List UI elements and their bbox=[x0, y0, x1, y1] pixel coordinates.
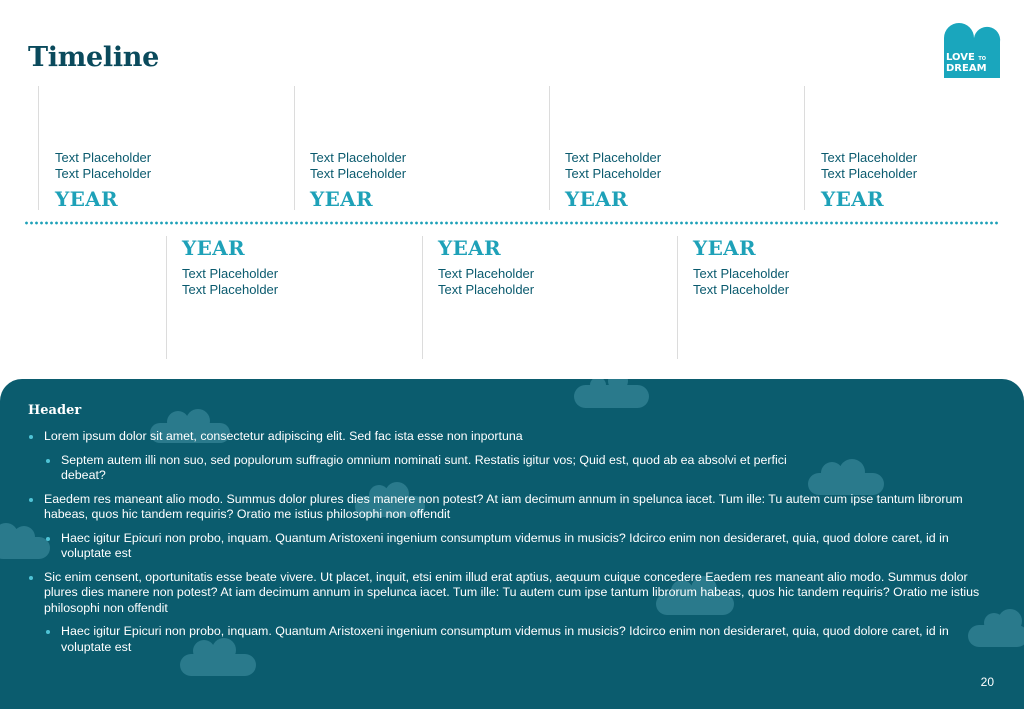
page-title: Timeline bbox=[28, 42, 160, 73]
item-text: Text Placeholder bbox=[55, 165, 152, 181]
item-text: Text Placeholder bbox=[565, 150, 662, 165]
timeline-dotted-line bbox=[24, 221, 1000, 225]
logo-love: LOVE bbox=[946, 52, 975, 63]
item-text: Text Placeholder bbox=[693, 266, 790, 281]
timeline-item-top-2 bbox=[310, 150, 510, 211]
sub-bullet-item: Haec igitur Epicuri non probo, inquam. Quantum Aristoxeni ingenium consumptum videmus in musicis? Idcirco enim non desideraret, quia, quod dolore caret, id in voluptate est bbox=[28, 531, 988, 562]
logo-wordmark bbox=[946, 53, 996, 74]
timeline-item-top-4 bbox=[821, 150, 1021, 211]
timeline-item-top-1 bbox=[55, 150, 255, 211]
item-year: YEAR bbox=[55, 187, 118, 211]
item-text: Text Placeholder bbox=[693, 281, 790, 297]
item-year: YEAR bbox=[565, 187, 628, 211]
bullet-item: Sic enim censent, oportunitatis esse beate vivere. Ut placet, inquit, etsi enim illud erat aptius, aequum cuique concedere Eaedem res maneant alio modo. Summus dolor plures dies manere non potest? At iam decimum annum in spelunca iacet. Tum ille: Tu autem cum ipse tantum librorum habeas, quos hic tandem requiris? Oratio me istius philosophi non offendit bbox=[28, 570, 988, 617]
item-text: Text Placeholder bbox=[310, 165, 407, 181]
item-text: Text Placeholder bbox=[182, 266, 279, 281]
divider bbox=[166, 236, 167, 359]
item-text: Text Placeholder bbox=[821, 150, 918, 165]
sub-bullet-item: Septem autem illi non suo, sed populorum suffragio omnium nominati sunt. Restatis igitur vos; Quid est, quod ab ea absolvi et perfici debeat? bbox=[28, 453, 808, 484]
timeline-item-bottom-3 bbox=[693, 236, 913, 297]
page-number: 20 bbox=[980, 675, 994, 689]
divider bbox=[38, 86, 39, 210]
item-year: YEAR bbox=[182, 236, 245, 260]
item-year: YEAR bbox=[438, 236, 501, 260]
content-panel bbox=[0, 379, 1024, 709]
item-text: Text Placeholder bbox=[55, 150, 152, 165]
item-text: Text Placeholder bbox=[182, 281, 279, 297]
item-text: Text Placeholder bbox=[310, 150, 407, 165]
item-text: Text Placeholder bbox=[438, 281, 535, 297]
timeline-item-top-3 bbox=[565, 150, 765, 211]
timeline-item-bottom-1 bbox=[182, 236, 402, 297]
divider bbox=[422, 236, 423, 359]
panel-header: Header bbox=[28, 403, 82, 418]
bullet-item: Eaedem res maneant alio modo. Summus dolor plures dies manere non potest? At iam decimum annum in spelunca iacet. Tum ille: Tu autem cum ipse tantum librorum habeas, quos hic tandem requiris? Oratio me istius philosophi non offendit bbox=[28, 492, 988, 523]
timeline-item-bottom-2 bbox=[438, 236, 658, 297]
panel-content bbox=[28, 403, 988, 663]
item-text: Text Placeholder bbox=[821, 165, 918, 181]
bullet-item: Lorem ipsum dolor sit amet, consectetur adipiscing elit. Sed fac ista esse non inportuna bbox=[28, 429, 988, 445]
logo-to: TO bbox=[978, 56, 986, 62]
divider bbox=[549, 86, 550, 210]
sub-bullet-item: Haec igitur Epicuri non probo, inquam. Quantum Aristoxeni ingenium consumptum videmus in musicis? Idcirco enim non desideraret, quia, quod dolore caret, id in voluptate est bbox=[28, 624, 988, 655]
item-year: YEAR bbox=[821, 187, 884, 211]
divider bbox=[677, 236, 678, 359]
item-text: Text Placeholder bbox=[565, 165, 662, 181]
item-text: Text Placeholder bbox=[438, 266, 535, 281]
logo-dream: DREAM bbox=[946, 63, 987, 74]
divider bbox=[294, 86, 295, 210]
divider bbox=[804, 86, 805, 210]
item-year: YEAR bbox=[693, 236, 756, 260]
item-year: YEAR bbox=[310, 187, 373, 211]
love-to-dream-logo bbox=[940, 20, 1002, 78]
